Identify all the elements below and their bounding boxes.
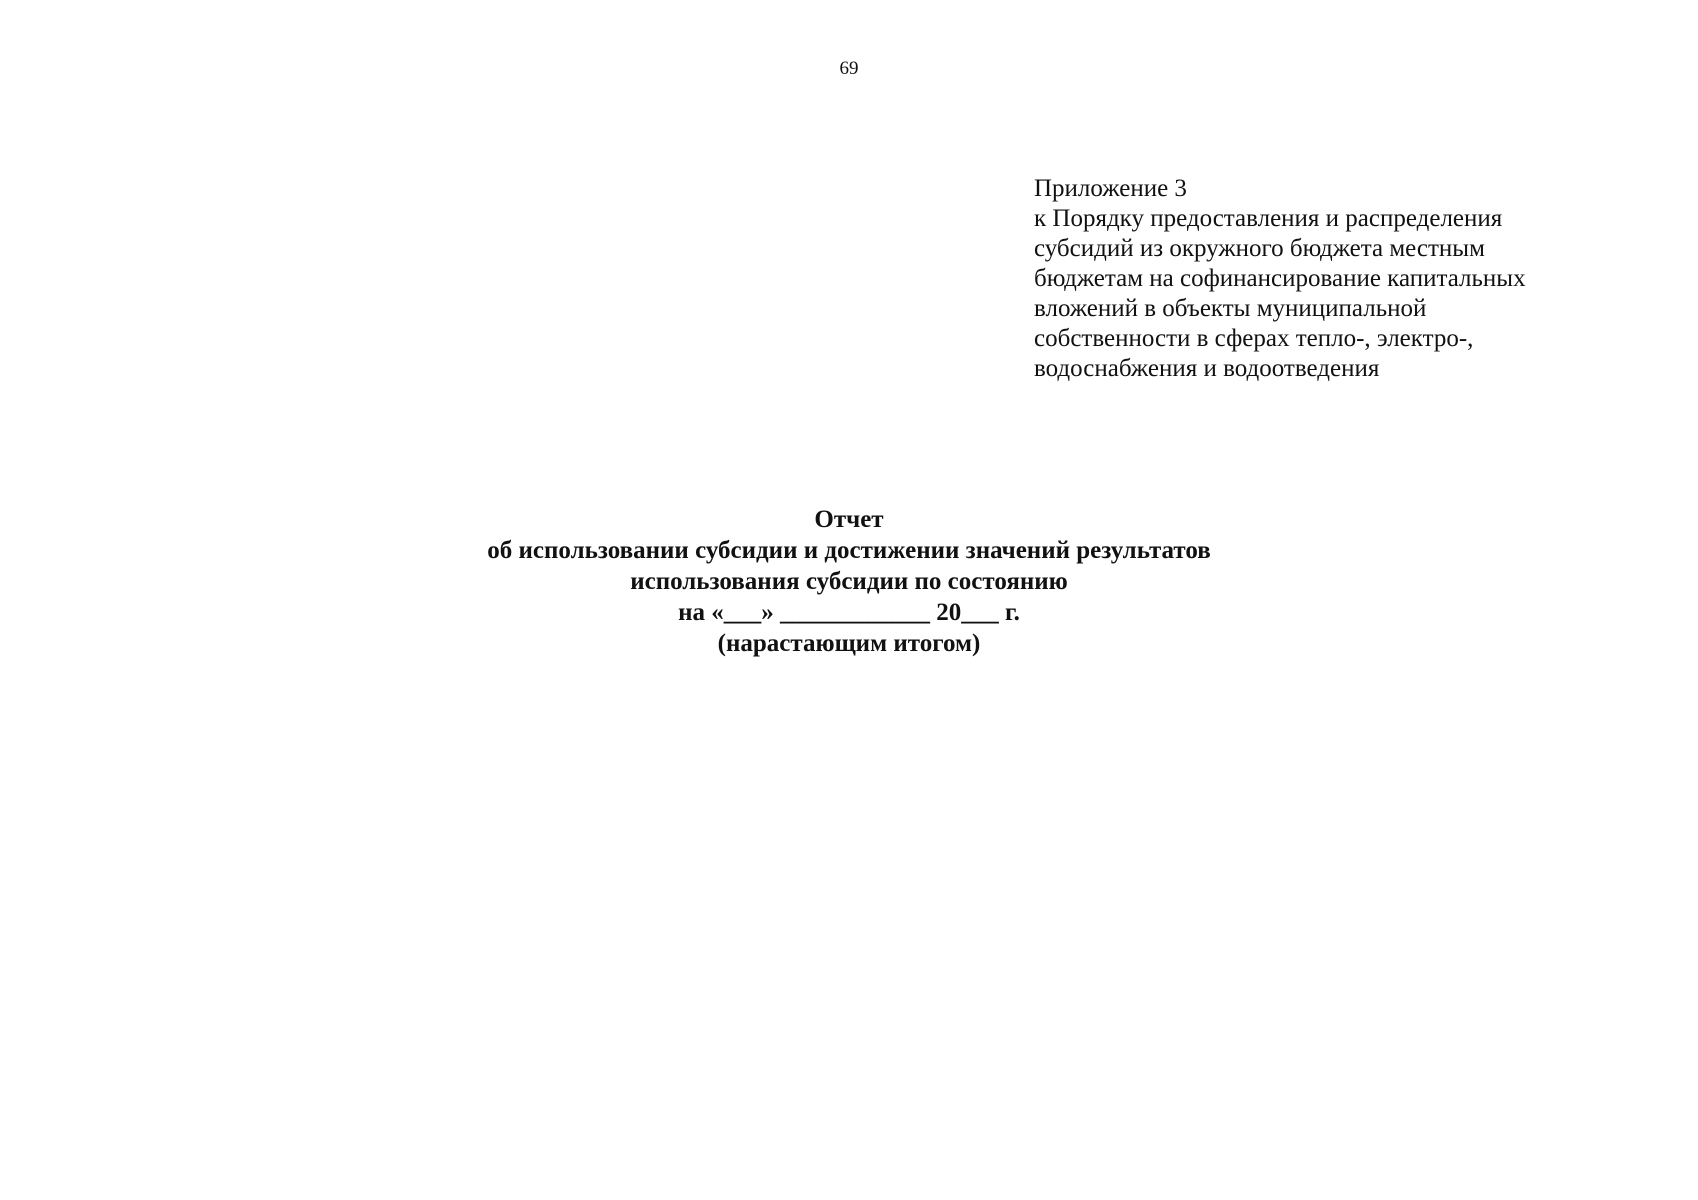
appendix-reference — [1034, 174, 1634, 384]
appendix-title: Приложение 3 — [1034, 175, 1187, 202]
report-note: (нарастающим итогом) — [717, 630, 981, 657]
report-subtitle-line: об использовании субсидии и достижении значений результатов — [487, 537, 1211, 564]
report-date-line: на «___» ____________ 20___ г. — [678, 599, 1020, 626]
report-subtitle-line: использования субсидии по состоянию — [630, 568, 1068, 595]
appendix-line: собственности в сферах тепло-, электро-, — [1034, 325, 1474, 352]
appendix-line: субсидий из окружного бюджета местным — [1034, 235, 1485, 262]
appendix-line: бюджетам на софинансирование капитальных — [1034, 265, 1526, 292]
report-heading: Отчет — [814, 506, 884, 533]
appendix-line: к Порядку предоставления и распределения — [1034, 205, 1503, 232]
report-title-block — [0, 504, 1698, 659]
appendix-line: вложений в объекты муниципальной — [1034, 295, 1427, 322]
appendix-line: водоснабжения и водоотведения — [1034, 355, 1380, 382]
page-number: 69 — [839, 58, 859, 79]
